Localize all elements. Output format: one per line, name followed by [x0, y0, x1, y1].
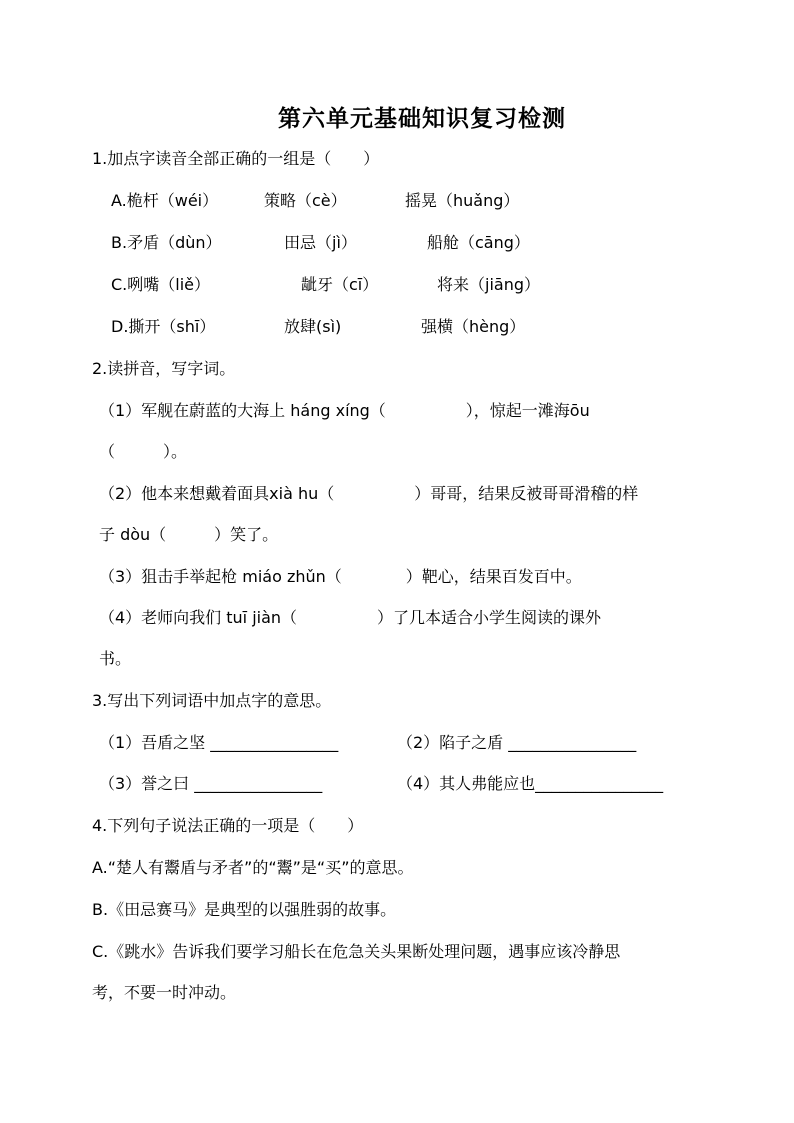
- q3-item-4: （4）其人弗能应也________________: [397, 774, 664, 793]
- q2-line-6: （4）老师向我们 tuī jiàn（ ）了几本适合小学生阅读的课外: [99, 608, 602, 627]
- q1-option-a-item-1: A.桅杆（wéi）: [111, 191, 219, 210]
- q1-option-d-item-2: 放肆(sì): [284, 317, 342, 336]
- q1-option-b-item-1: B.矛盾（dùn）: [111, 233, 222, 252]
- q2-line-4: 子 dòu（ ）笑了。: [99, 525, 279, 544]
- q2-line-7: 书。: [99, 649, 132, 668]
- q1-option-a-item-3: 摇晃（huǎng）: [405, 191, 520, 210]
- question-3-stem: 3.写出下列词语中加点字的意思。: [92, 691, 332, 710]
- q3-item-2: （2）陷子之盾 ________________: [397, 733, 637, 752]
- question-1-stem: 1.加点字读音全部正确的一组是（ ）: [92, 149, 380, 168]
- q4-option-c-line-1: C.《跳水》告诉我们要学习船长在危急关头果断处理问题，遇事应该冷静思: [92, 942, 621, 961]
- q4-option-b: B.《田忌赛马》是典型的以强胜弱的故事。: [92, 900, 397, 919]
- page-title: 第六单元基础知识复习检测: [278, 105, 566, 132]
- q1-option-a-item-2: 策略（cè）: [264, 191, 347, 210]
- q1-option-c-item-2: 龇牙（cī）: [301, 275, 379, 294]
- q1-option-b-item-3: 船舱（cāng）: [427, 233, 530, 252]
- q4-option-c-line-2: 考，不要一时冲动。: [92, 983, 237, 1002]
- q1-option-c-item-3: 将来（jiāng）: [437, 275, 540, 294]
- q1-option-d-item-3: 强横（hèng）: [421, 317, 526, 336]
- question-4-stem: 4.下列句子说法正确的一项是（ ）: [92, 816, 364, 835]
- q3-item-1: （1）吾盾之坚 ________________: [99, 733, 339, 752]
- q1-option-d-item-1: D.撕开（shī）: [111, 317, 216, 336]
- q2-line-5: （3）狙击手举起枪 miáo zhǔn（ ）靶心，结果百发百中。: [99, 567, 582, 586]
- question-2-stem: 2.读拼音，写字词。: [92, 359, 236, 378]
- q2-line-2: （ ）。: [99, 442, 188, 461]
- q1-option-c-item-1: C.咧嘴（liě）: [111, 275, 210, 294]
- q4-option-a: A.“楚人有鬻盾与矛者”的“鬻”是“买”的意思。: [92, 858, 414, 877]
- q3-item-3: （3）誉之曰 ________________: [99, 774, 323, 793]
- q2-line-3: （2）他本来想戴着面具xià hu（ ）哥哥，结果反被哥哥滑稽的样: [99, 484, 639, 503]
- q2-line-1: （1）军舰在蔚蓝的大海上 háng xíng（ ），惊起一滩海ōu: [99, 401, 590, 420]
- q1-option-b-item-2: 田忌（jì）: [284, 233, 357, 252]
